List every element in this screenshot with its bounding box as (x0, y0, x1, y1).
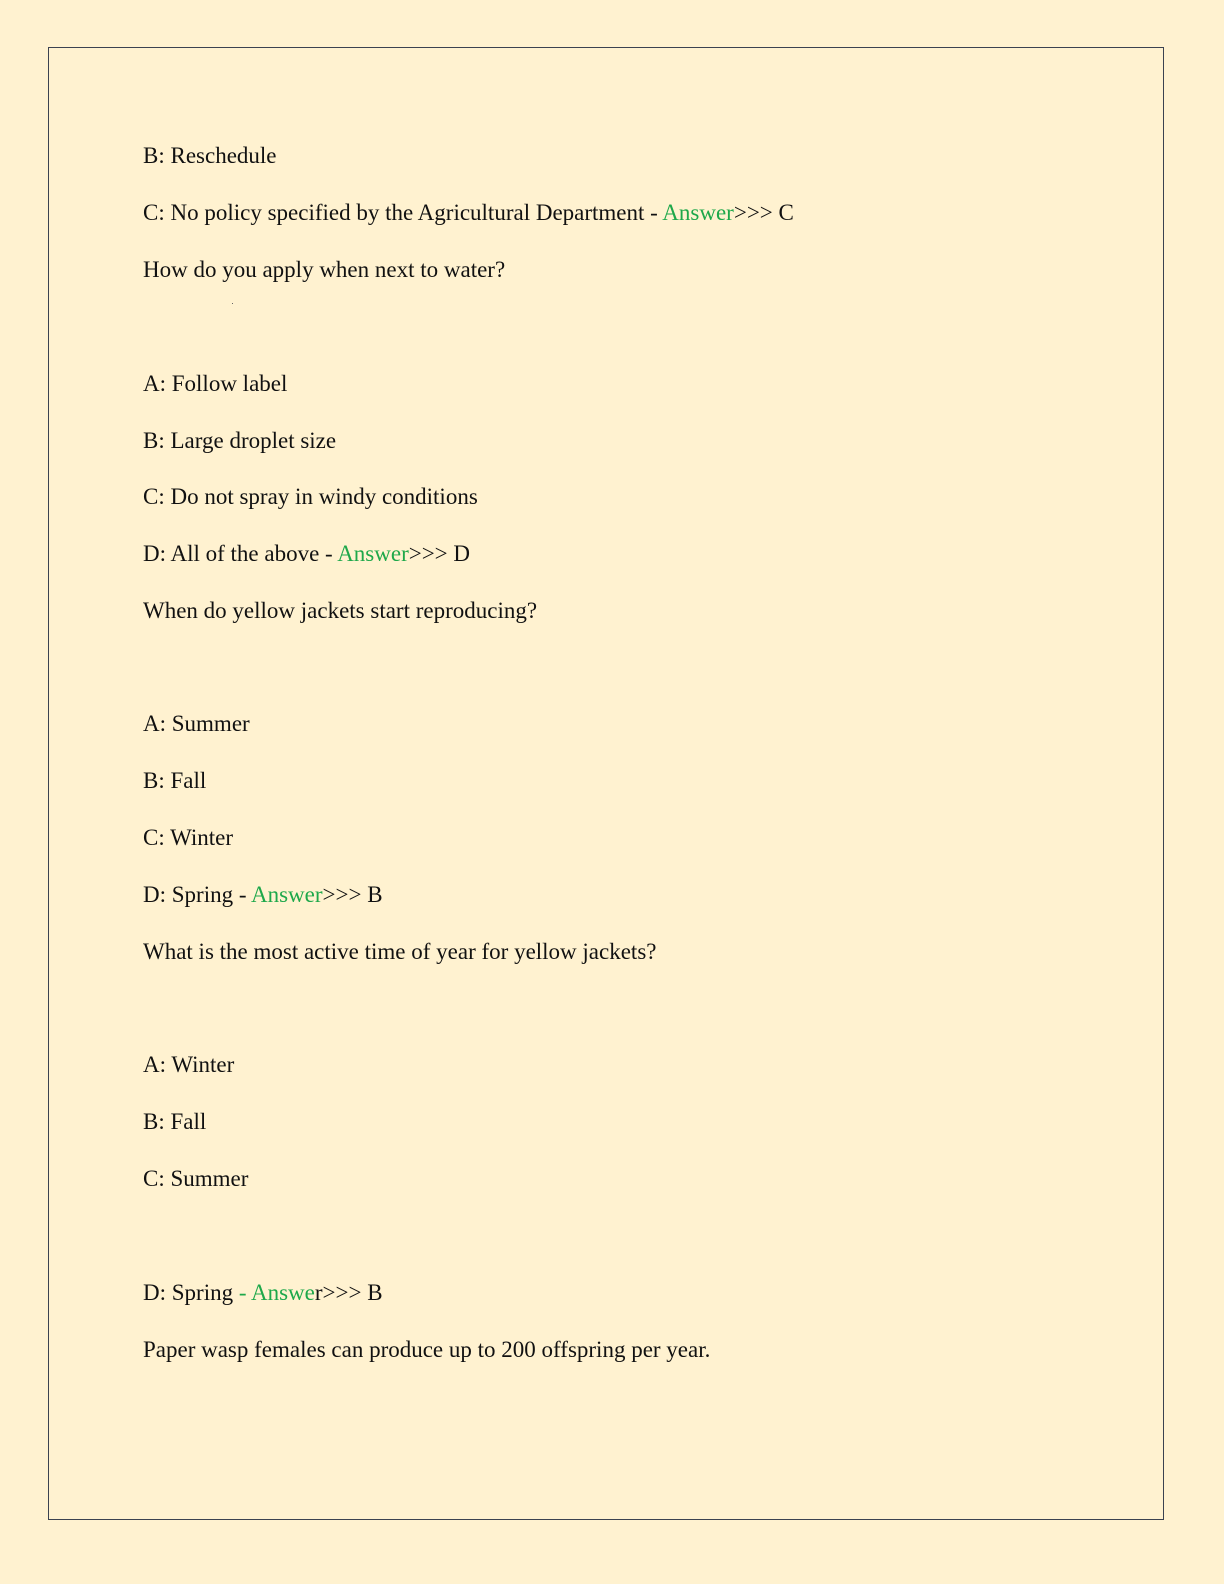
option-b-fall-2: B: Fall (143, 1109, 207, 1134)
option-d-answer-line: D: All of the above - Answer>>> D (143, 541, 471, 566)
stray-dot (232, 303, 233, 304)
question-reproducing: When do yellow jackets start reproducing? (143, 598, 538, 623)
option-c-summer: C: Summer (143, 1166, 249, 1191)
option-b-droplet: B: Large droplet size (143, 428, 337, 453)
statement-paper-wasp: Paper wasp females can produce up to 200 offspring per year. (143, 1337, 711, 1362)
answer-label: Answer (337, 541, 409, 566)
answer-label: Answer (662, 200, 734, 225)
option-b-reschedule: B: Reschedule (143, 143, 277, 168)
answer-label: - Answe (238, 1280, 315, 1305)
question-active-time: What is the most active time of year for yellow jackets? (143, 939, 657, 964)
option-a-summer: A: Summer (143, 711, 250, 736)
option-d-spring-answer-line-2: D: Spring - Answer>>> B (143, 1280, 383, 1305)
option-c-winter: C: Winter (143, 825, 234, 850)
option-c-answer-line: C: No policy specified by the Agricultural Department - Answer>>> C (143, 200, 794, 225)
question-water: How do you apply when next to water? (143, 257, 506, 282)
option-a-winter: A: Winter (143, 1052, 235, 1077)
option-a-follow-label: A: Follow label (143, 371, 288, 396)
answer-label: Answer (250, 882, 323, 907)
option-d-spring-answer-line: D: Spring - Answer>>> B (143, 882, 383, 907)
option-b-fall: B: Fall (143, 768, 207, 793)
option-c-windy: C: Do not spray in windy conditions (143, 484, 478, 509)
